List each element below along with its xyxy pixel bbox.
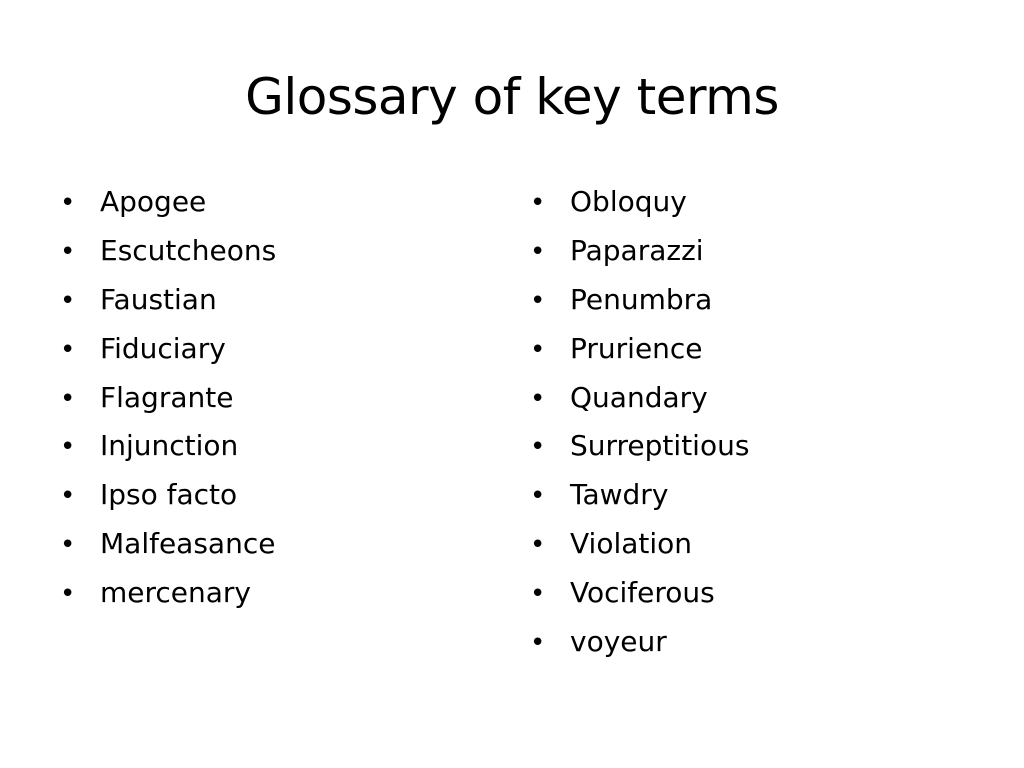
- bullet-icon: •: [530, 236, 546, 267]
- term-list-item: [530, 276, 749, 325]
- left-term-list: [60, 178, 276, 618]
- term-label: Quandary: [570, 380, 708, 414]
- term-label: Fiduciary: [100, 331, 226, 365]
- term-list-item: [530, 471, 749, 520]
- bullet-icon: •: [530, 481, 546, 512]
- term-label: Injunction: [100, 429, 239, 463]
- right-term-list: [530, 178, 749, 667]
- term-label: Obloquy: [570, 185, 687, 218]
- term-list-item: [530, 325, 749, 374]
- bullet-icon: •: [60, 188, 76, 218]
- bullet-icon: •: [530, 579, 546, 610]
- term-list-item: [60, 178, 276, 227]
- term-list-item: [530, 569, 749, 618]
- term-label: Faustian: [100, 282, 217, 316]
- term-label: Surreptitious: [570, 429, 750, 463]
- bullet-icon: •: [530, 285, 546, 316]
- term-label: Ipso facto: [100, 478, 238, 512]
- term-list-item: [60, 422, 276, 471]
- term-list-item: [60, 374, 276, 423]
- bullet-icon: •: [60, 285, 76, 316]
- slide-title: Glossary of key terms: [245, 68, 779, 126]
- bullet-icon: •: [60, 383, 76, 414]
- bullet-icon: •: [530, 383, 546, 414]
- term-list-item: [60, 276, 276, 325]
- term-list-item: [60, 520, 276, 569]
- term-label: Apogee: [100, 185, 207, 218]
- term-label: Prurience: [570, 331, 703, 365]
- bullet-icon: •: [60, 236, 76, 267]
- term-list-item: [530, 422, 749, 471]
- bullet-icon: •: [530, 432, 546, 463]
- term-list-item: [530, 374, 749, 423]
- term-list-item: [530, 227, 749, 276]
- term-label: Tawdry: [570, 478, 669, 512]
- bullet-icon: •: [530, 530, 546, 561]
- term-list-item: [60, 227, 276, 276]
- term-label: Violation: [570, 527, 693, 561]
- term-label: Paparazzi: [570, 233, 704, 267]
- bullet-icon: •: [60, 481, 76, 512]
- term-label: mercenary: [100, 576, 252, 610]
- term-list-item: [60, 569, 276, 618]
- bullet-icon: •: [60, 530, 76, 561]
- term-label: Malfeasance: [100, 527, 276, 561]
- term-label: Penumbra: [570, 282, 713, 316]
- bullet-icon: •: [60, 334, 76, 365]
- bullet-icon: •: [60, 579, 76, 610]
- term-label: Escutcheons: [100, 233, 277, 267]
- bullet-icon: •: [60, 432, 76, 463]
- term-list-item: [530, 618, 749, 667]
- bullet-icon: •: [530, 188, 546, 218]
- term-list-item: [60, 471, 276, 520]
- term-label: Flagrante: [100, 380, 234, 414]
- term-label: Vociferous: [570, 576, 715, 610]
- term-list-item: [60, 325, 276, 374]
- bullet-icon: •: [530, 334, 546, 365]
- term-label: voyeur: [570, 625, 667, 659]
- term-list-item: [530, 178, 749, 227]
- bullet-icon: •: [530, 628, 546, 659]
- term-list-item: [530, 520, 749, 569]
